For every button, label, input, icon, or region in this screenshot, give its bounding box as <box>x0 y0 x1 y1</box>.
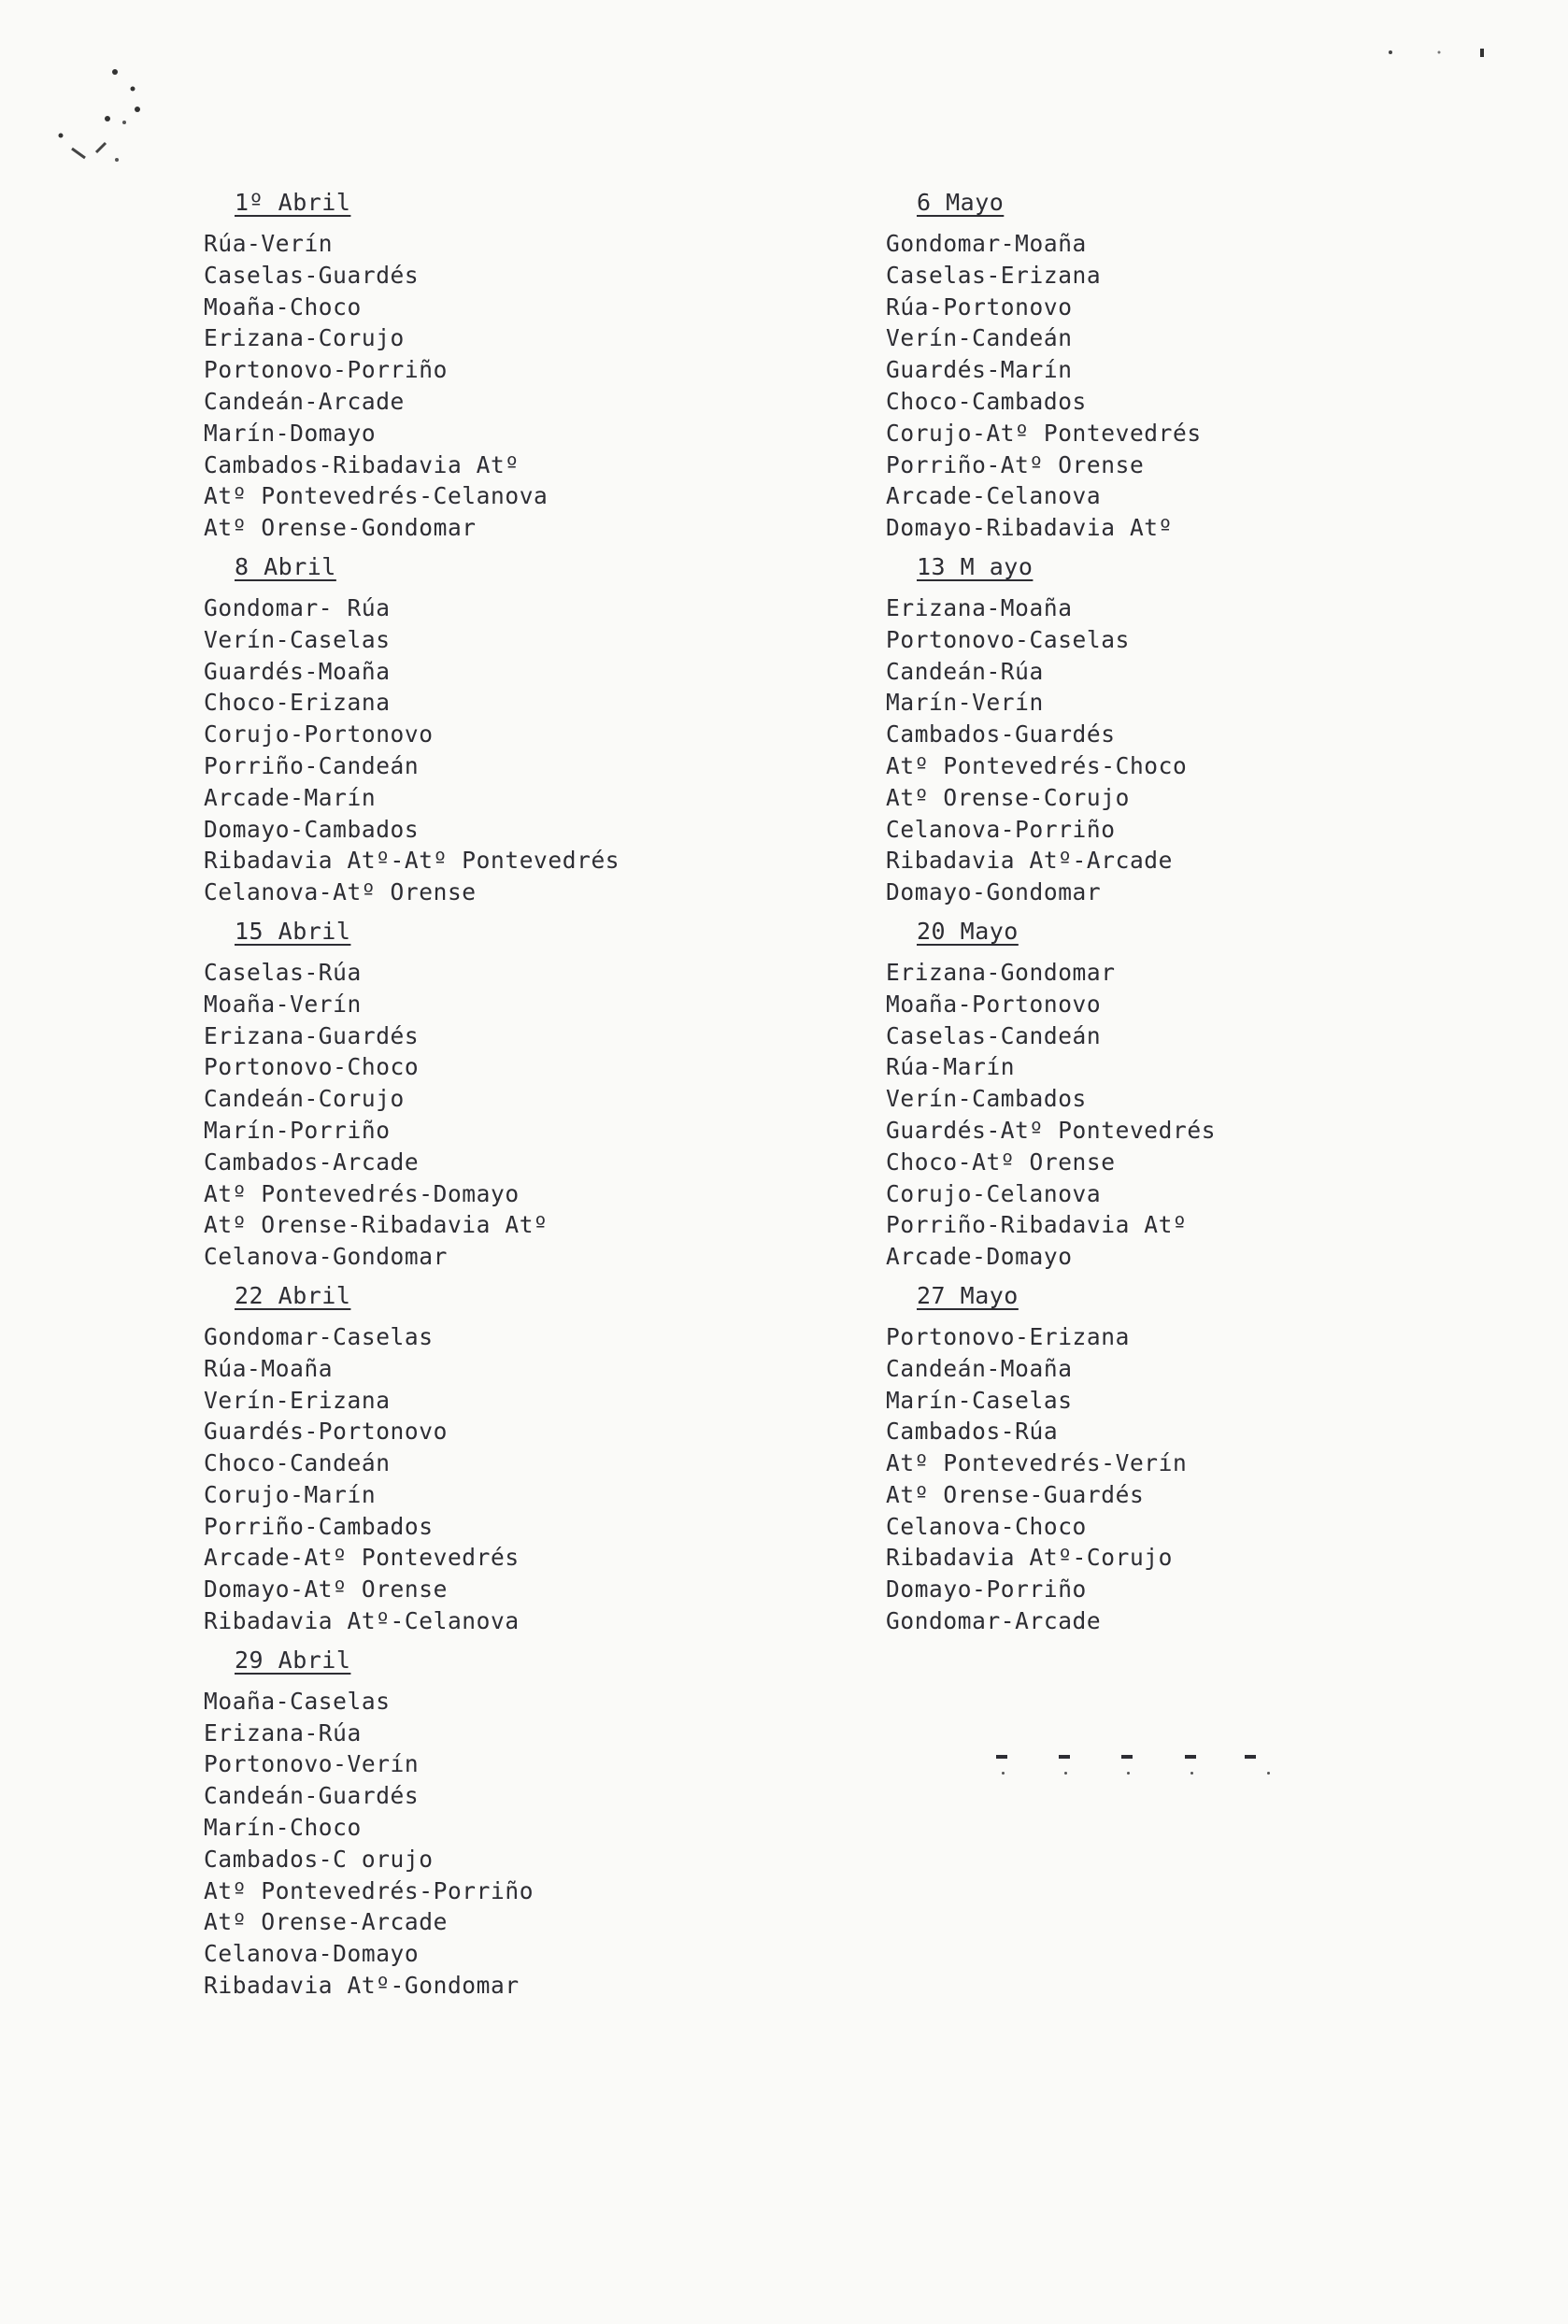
fixture: Celanova-Domayo <box>204 1940 420 1968</box>
matchday-date: 27 Mayo <box>917 1281 1019 1309</box>
matchday <box>204 916 620 1273</box>
fixture: Guardés-Atº Pontevedrés <box>886 1116 1217 1144</box>
fixture: Gondomar-Arcade <box>886 1607 1102 1635</box>
fixture: Portonovo-Choco <box>204 1053 420 1081</box>
matchday <box>204 1645 620 2002</box>
fixture: Moaña-Choco <box>204 292 362 321</box>
fixture: Arcade-Celanova <box>886 482 1102 510</box>
fixture: Moaña-Portonovo <box>886 990 1102 1018</box>
fixture: Ribadavia Atº-Arcade <box>886 847 1174 875</box>
matchday-date: 8 Abril <box>235 552 336 580</box>
fixture: Caselas-Guardés <box>204 261 420 289</box>
end-dashes <box>991 1755 1290 1783</box>
fixture: Choco-Atº Orense <box>886 1148 1116 1176</box>
matchday-date: 29 Abril <box>235 1646 351 1674</box>
fixture: Ribadavia Atº-Corujo <box>886 1544 1174 1572</box>
fixture: Celanova-Porriño <box>886 815 1116 843</box>
fixture: Choco-Erizana <box>204 689 391 717</box>
fixture: Erizana-Rúa <box>204 1718 362 1747</box>
fixture: Moaña-Caselas <box>204 1687 391 1715</box>
fixture: Erizana-Guardés <box>204 1021 420 1049</box>
matchday-date: 6 Mayo <box>917 189 1005 216</box>
fixture: Celanova-Atº Orense <box>204 878 477 906</box>
matchday <box>886 916 1216 1273</box>
matchday <box>886 551 1216 908</box>
fixture: Domayo-Porriño <box>886 1575 1087 1604</box>
fixture: Corujo-Atº Pontevedrés <box>886 419 1202 447</box>
fixture: Marín-Domayo <box>204 419 377 447</box>
fixture: Marín-Porriño <box>204 1116 391 1144</box>
fixture: Gondomar-Caselas <box>204 1322 434 1350</box>
fixture: Marín-Caselas <box>886 1386 1073 1414</box>
fixture: Portonovo-Erizana <box>886 1322 1130 1350</box>
matchday <box>886 1280 1216 1637</box>
fixture: Gondomar- Rúa <box>204 593 391 621</box>
fixture: Domayo-Cambados <box>204 815 420 843</box>
fixture: Verín-Caselas <box>204 625 391 653</box>
fixture: Rúa-Moaña <box>204 1354 334 1382</box>
matchday-date: 1º Abril <box>235 189 351 216</box>
fixture: Atº Orense-Arcade <box>204 1908 448 1936</box>
fixture: Verín-Cambados <box>886 1085 1087 1113</box>
right-column <box>886 187 1216 1637</box>
fixture: Gondomar-Moaña <box>886 230 1087 257</box>
fixture: Marín-Verín <box>886 689 1044 717</box>
fixture: Guardés-Marín <box>886 356 1073 384</box>
fixture: Atº Orense-Corujo <box>886 783 1130 811</box>
fixture: Rúa-Portonovo <box>886 292 1073 321</box>
fixture: Corujo-Celanova <box>886 1179 1102 1207</box>
staple-marks <box>51 61 173 173</box>
fixture: Candeán-Rúa <box>886 657 1044 685</box>
fixture: Portonovo-Porriño <box>204 356 448 384</box>
fixture: Arcade-Atº Pontevedrés <box>204 1544 520 1572</box>
fixture: Atº Orense-Ribadavia Atº <box>204 1211 549 1239</box>
fixture: Portonovo-Verín <box>204 1750 420 1778</box>
fixture: Arcade-Domayo <box>886 1243 1073 1271</box>
matchday-date: 22 Abril <box>235 1281 351 1309</box>
fixture: Rúa-Verín <box>204 230 334 257</box>
fixture: Rúa-Marín <box>886 1053 1016 1081</box>
fixture: Atº Orense-Gondomar <box>204 514 477 542</box>
fixture: Cambados-Arcade <box>204 1148 420 1176</box>
fixture: Cambados-Guardés <box>886 720 1116 749</box>
fixture: Ribadavia Atº-Gondomar <box>204 1972 520 2000</box>
matchday <box>886 187 1216 544</box>
fixture: Atº Pontevedrés-Celanova <box>204 482 549 510</box>
fixture: Candeán-Guardés <box>204 1782 420 1810</box>
fixture: Erizana-Gondomar <box>886 958 1116 986</box>
top-specks <box>1383 45 1495 64</box>
fixture: Moaña-Verín <box>204 990 362 1018</box>
fixture: Guardés-Moaña <box>204 657 391 685</box>
matchday <box>204 551 620 908</box>
fixture: Cambados-C orujo <box>204 1845 434 1873</box>
fixture: Atº Pontevedrés-Choco <box>886 751 1188 779</box>
left-column <box>204 187 620 2002</box>
fixture: Corujo-Portonovo <box>204 720 434 749</box>
fixture: Corujo-Marín <box>204 1480 377 1508</box>
fixture: Porriño-Ribadavia Atº <box>886 1211 1188 1239</box>
fixture: Verín-Erizana <box>204 1386 391 1414</box>
matchday <box>204 187 620 544</box>
fixture: Guardés-Portonovo <box>204 1418 448 1446</box>
fixture: Caselas-Erizana <box>886 261 1102 289</box>
fixture: Cambados-Rúa <box>886 1418 1059 1446</box>
matchday-date: 20 Mayo <box>917 917 1019 945</box>
fixture: Caselas-Candeán <box>886 1021 1102 1049</box>
fixture: Domayo-Gondomar <box>886 878 1102 906</box>
fixture: Arcade-Marín <box>204 783 377 811</box>
fixture: Ribadavia Atº-Celanova <box>204 1607 520 1635</box>
fixture: Celanova-Gondomar <box>204 1243 448 1271</box>
fixture: Celanova-Choco <box>886 1512 1087 1540</box>
fixture: Porriño-Cambados <box>204 1512 434 1540</box>
fixture: Atº Pontevedrés-Porriño <box>204 1876 535 1904</box>
matchday-date: 15 Abril <box>235 917 351 945</box>
matchday <box>204 1280 620 1637</box>
fixture: Atº Orense-Guardés <box>886 1480 1145 1508</box>
fixture: Erizana-Corujo <box>204 324 405 352</box>
fixture: Domayo-Ribadavia Atº <box>886 514 1174 542</box>
fixture: Porriño-Atº Orense <box>886 450 1145 478</box>
fixture: Candeán-Moaña <box>886 1354 1073 1382</box>
matchday-date: 13 M ayo <box>917 552 1033 580</box>
fixture: Atº Pontevedrés-Verín <box>886 1449 1188 1477</box>
fixture: Caselas-Rúa <box>204 958 362 986</box>
fixture: Portonovo-Caselas <box>886 625 1130 653</box>
fixture: Choco-Cambados <box>886 387 1087 415</box>
fixture: Atº Pontevedrés-Domayo <box>204 1179 520 1207</box>
fixture: Porriño-Candeán <box>204 751 420 779</box>
fixture: Choco-Candeán <box>204 1449 391 1477</box>
fixture: Marín-Choco <box>204 1814 362 1842</box>
fixture: Cambados-Ribadavia Atº <box>204 450 520 478</box>
fixture: Candeán-Arcade <box>204 387 405 415</box>
fixture: Domayo-Atº Orense <box>204 1575 448 1604</box>
fixture: Ribadavia Atº-Atº Pontevedrés <box>204 847 620 875</box>
fixture: Verín-Candeán <box>886 324 1073 352</box>
fixture: Erizana-Moaña <box>886 593 1073 621</box>
fixture: Candeán-Corujo <box>204 1085 405 1113</box>
